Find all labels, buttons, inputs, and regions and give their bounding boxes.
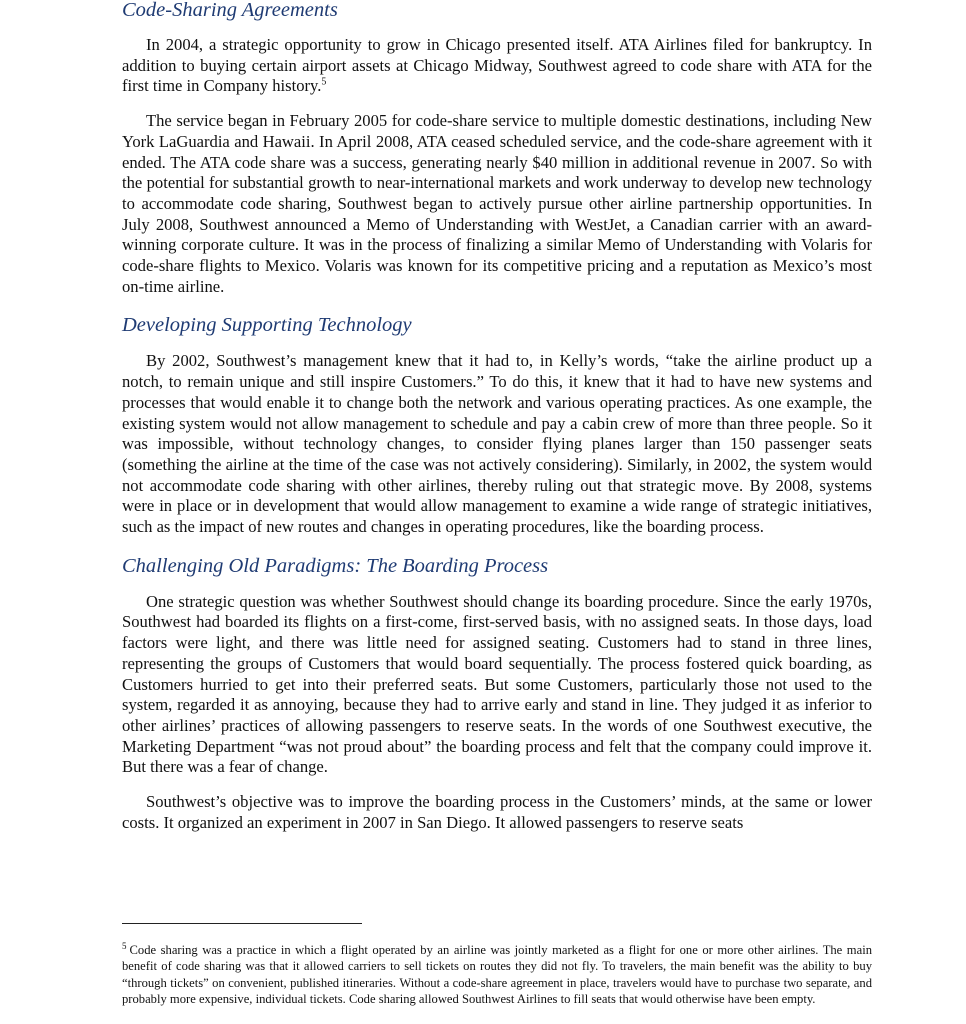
document-page — [122, 0, 872, 834]
footnote-number: 5 — [122, 940, 127, 951]
section-heading-code-sharing: Code-Sharing Agreements — [122, 0, 338, 21]
paragraph-technology-1: By 2002, Southwest’s management knew that it had to, in Kelly’s words, “take the airline product up a notch, to remain unique and still inspire Customers.” To do this, it knew that it had to have new systems and processes that would enable it to change both the network and various operating practices. As one example, the existing system would not allow management to schedule and pay a cabin crew of more than three people. So it was impossible, without technology changes, to consider flying planes larger than 150 passenger seats (something the airline at the time of the case was not actively considering). Similarly, in 2002, the system would not accommodate code sharing with other airlines, thereby ruling out that strategic move. By 2008, systems were in place or in development that would allow management to examine a wide range of strategic initiatives, such as the impact of new routes and changes in operating procedures, like the boarding process. — [122, 351, 872, 537]
paragraph-code-sharing-1 — [122, 35, 872, 97]
footnote-text: Code sharing was a practice in which a flight operated by an airline was jointly marketed as a flight for one or more other airlines. The main benefit of code sharing was that it allowed carriers to sell tickets on routes they did not fly. To travelers, the main benefit was the ability to buy “through tickets” on convenient, published itineraries. Without a code-share agreement in place, travelers would have to purchase two separate, and probably more expensive, individual tickets. Code sharing allowed Southwest Airlines to fill seats that would otherwise have been empty. — [122, 943, 872, 1006]
paragraph-boarding-1: One strategic question was whether Southwest should change its boarding procedure. Since the early 1970s, Southwest had boarded its flights on a first-come, first-served basis, with no assigned seats. In those days, load factors were light, and there was little need for assigned seating. Customers had to stand in three lines, representing the groups of Customers that would board sequentially. The process fostered quick boarding, as Customers hurried to get into their preferred seats. But some Customers, particularly those not used to the system, regarded it as annoying, because they had to arrive early and stand in line. They judged it as inferior to other airlines’ practices of allowing passengers to reserve seats. In the words of one Southwest executive, the Marketing Department “was not proud about” the boarding process and felt that the company could improve it. But there was a fear of change. — [122, 591, 872, 777]
section-heading-technology: Developing Supporting Technology — [122, 314, 412, 337]
section-heading-boarding: Challenging Old Paradigms: The Boarding Process — [122, 554, 549, 577]
paragraph-boarding-2: Southwest’s objective was to improve the boarding process in the Customers’ minds, at the same or lower costs. It organized an experiment in 2007 in San Diego. It allowed passengers to reserve seats — [122, 792, 872, 832]
paragraph-text: In 2004, a strategic opportunity to grow in Chicago presented itself. ATA Airlines filed for bankruptcy. In addition to buying certain airport assets at Chicago Midway, Southwest agreed to code share with ATA for the first time in Company history. — [122, 35, 872, 96]
footnote-ref-5[interactable]: 5 — [321, 76, 327, 88]
footnote-5 — [122, 942, 872, 1007]
paragraph-code-sharing-2: The service began in February 2005 for code-share service to multiple domestic destinations, including New York LaGuardia and Hawaii. In April 2008, ATA ceased scheduled service, and the code-share agreement with it ended. The ATA code share was a success, generating nearly $40 million in additional revenue in 2007. So with the potential for substantial growth to near-international markets and work underway to develop new technology to accommodate code sharing, Southwest began to actively pursue other airline partnership opportunities. In July 2008, Southwest announced a Memo of Understanding with WestJet, a Canadian carrier with an award-winning corporate culture. It was in the process of finalizing a similar Memo of Understanding with Volaris for code-share flights to Mexico. Volaris was known for its competitive pricing and a reputation as Mexico’s most on-time airline. — [122, 111, 872, 296]
footnote-divider — [122, 923, 362, 924]
